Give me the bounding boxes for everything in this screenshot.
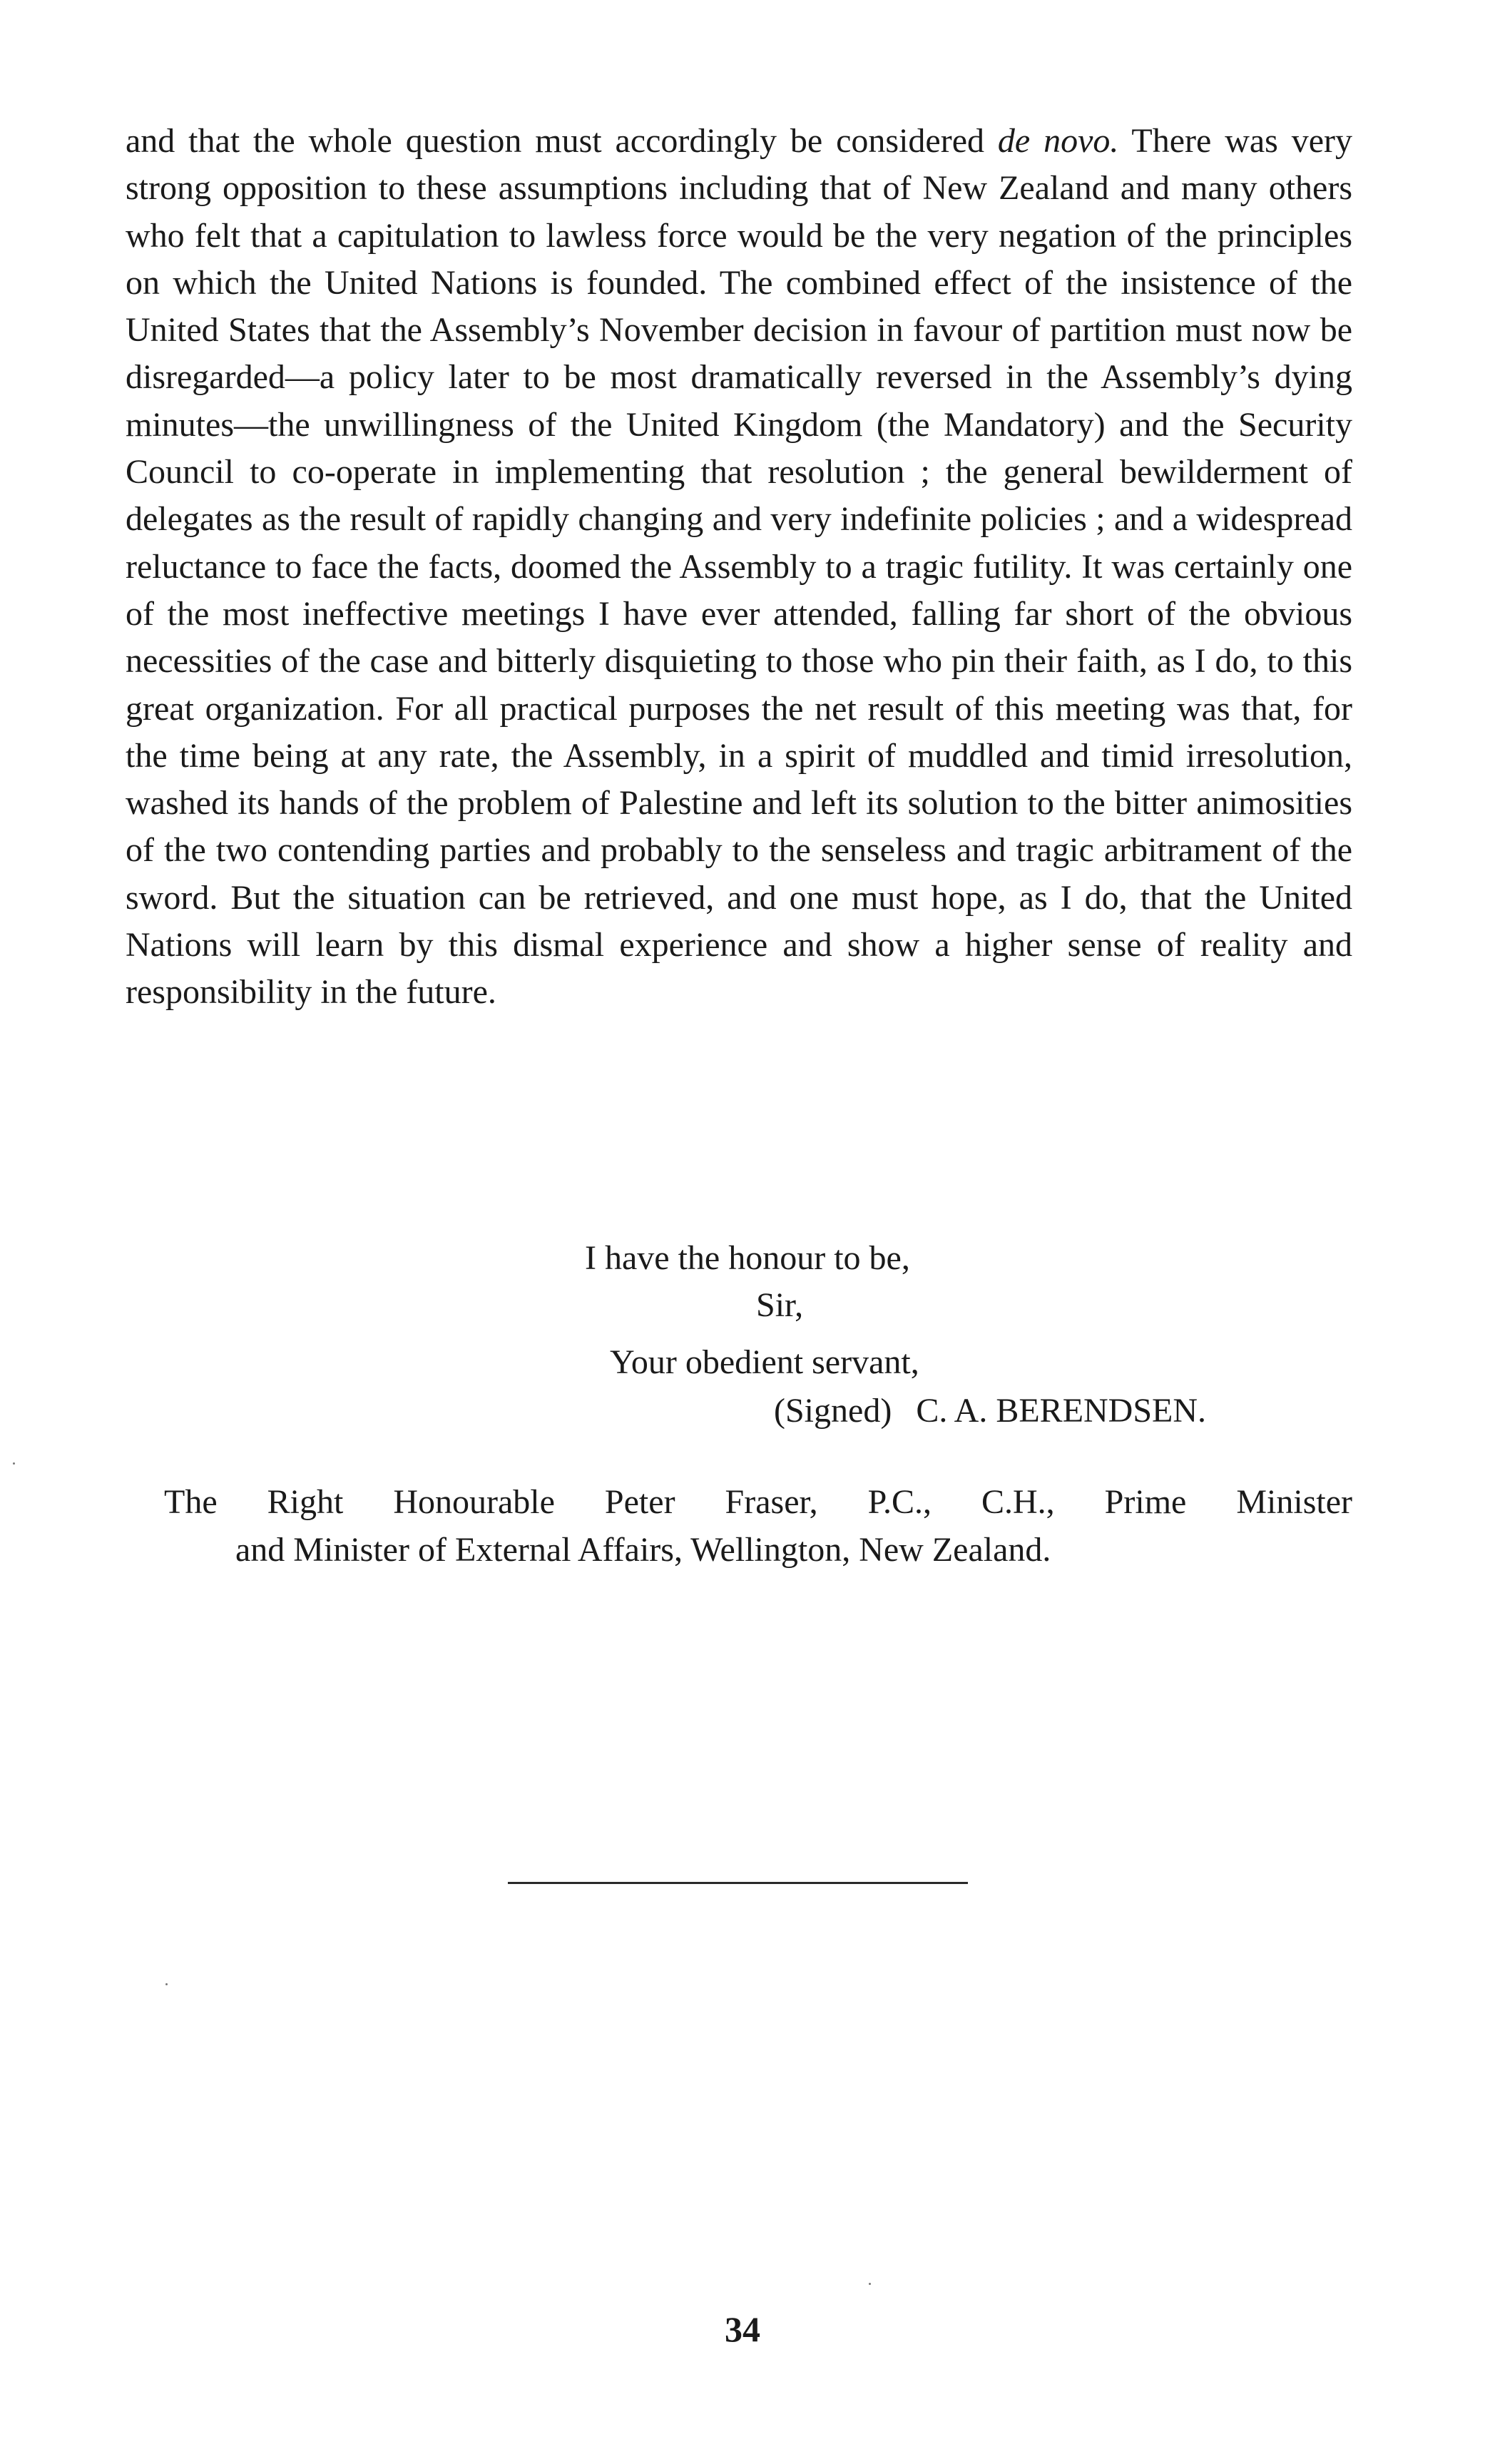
page-number: 34 bbox=[725, 2309, 760, 2349]
paragraph-start: and that the whole question must accordingly be considered bbox=[126, 122, 998, 160]
closing-line-sir: Sir, bbox=[756, 1286, 804, 1324]
signature-line bbox=[774, 1388, 1206, 1435]
signed-label: (Signed) bbox=[774, 1392, 892, 1430]
closing-line-honour: I have the honour to be, bbox=[585, 1239, 910, 1277]
signatory-name: C. A. BERENDSEN. bbox=[916, 1392, 1207, 1430]
scan-speck bbox=[165, 1983, 168, 1985]
scan-speck bbox=[869, 2283, 871, 2285]
addressee-line-2: and Minister of External Affairs, Wellington, New Zealand. bbox=[235, 1531, 1051, 1569]
scan-speck bbox=[13, 1462, 15, 1465]
paragraph-rest: There was very strong opposition to these assumptions including that of New Zealand and many others who felt that a capitulation to lawless force would be the very negation of the principles on which the United Nations is founded. The combined effect of the insistence of the United States that the Assembly’s November decision in favour of partition must now be disregarded—a policy later to be most dramatically reversed in the Assembly’s dying minutes—the unwillingness of the United Kingdom (the Mandatory) and the Security Council to co-operate in implementing that resolution ; the general bewilderment of delegates as the result of rapidly changing and very indefinite policies ; and a widespread reluctance to face the facts, doomed the Assembly to a tragic futility. It was certainly one of the most ineffective meetings I have ever attended, falling far short of the obvious necessities of the case and bitterly disquieting to those who pin their faith, as I do, to this great organization. For all practical purposes the net result of this meeting was that, for the time being at any rate, the Assembly, in a spirit of muddled and timid irresolution, washed its hands of the problem of Palestine and left its solution to the bitter animosities of the two contending parties and probably to the senseless and tragic arbitrament of the sword. But the situation can be retrieved, and one must hope, as I do, that the United Nations will learn by this dismal experience and show a higher sense of reality and responsibility in the future. bbox=[126, 122, 1352, 1012]
paragraph-italic-phrase: de novo. bbox=[997, 122, 1119, 160]
section-divider bbox=[508, 1882, 968, 1884]
addressee-line-1: The Right Honourable Peter Fraser, P.C., C.H., Prime Minister bbox=[164, 1483, 1352, 1521]
closing-line-servant: Your obedient servant, bbox=[610, 1343, 919, 1381]
letter-paragraph bbox=[126, 118, 1352, 1017]
